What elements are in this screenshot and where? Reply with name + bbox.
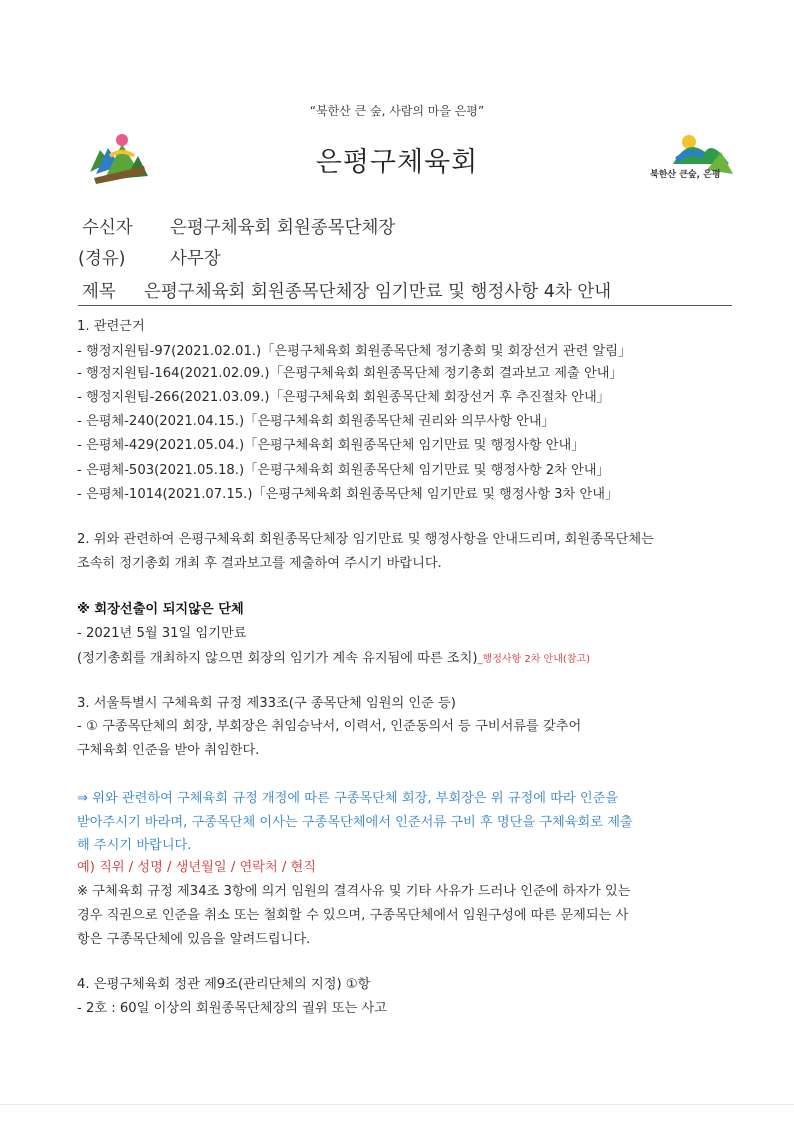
section3-line2: - ① 구종목단체의 회장, 부회장은 취임승낙서, 이력서, 인준동의서 등 구비서류를 갖추어	[77, 719, 582, 734]
guidance-line2: 받아주시기 바라며, 구종목단체 이사는 구종목단체에서 인준서류 구비 후 명단을 구체육회로 제출	[77, 815, 633, 830]
warning-line3: 항은 구종목단체에 있음을 알려드립니다.	[77, 932, 311, 947]
section2-line1: 2. 위와 관련하여 은평구체육회 회원종목단체장 임기만료 및 행정사항을 안내드리며, 회원종목단체는	[77, 532, 654, 547]
via-row	[78, 245, 221, 270]
page-title: 은평구체육회	[315, 147, 479, 178]
via-label: (경유)	[78, 249, 126, 269]
subject-value: 은평구체육회 회원종목단체장 임기만료 및 행정사항 4차 안내	[144, 282, 612, 302]
recipient-row	[82, 214, 395, 239]
reference-item: - 은평체-1014(2021.07.15.)「은평구체육회 회원종목단체 임기만료 및 행정사항 3차 안내」	[77, 487, 619, 502]
reference-item: - 행정지원팀-266(2021.03.09.)「은평구체육회 회원종목단체 회장선거 후 추진절차 안내」	[77, 390, 610, 405]
section3-line1: 3. 서울특별시 구체육회 규정 제33조(구 종목단체 임원의 인준 등)	[77, 696, 456, 711]
section1-heading: 1. 관련근거	[77, 319, 145, 334]
required-fields-example: 예) 직위 / 성명 / 생년월일 / 연락처 / 현직	[77, 860, 316, 875]
motto: “북한산 큰 숲, 사람의 마을 은평”	[309, 104, 485, 118]
notice-line2-text: (정기총회를 개최하지 않으면 회장의 임기가 계속 유지됨에 따른 조치)	[77, 651, 478, 666]
notice-line2	[77, 647, 590, 666]
guidance-line1: ⇒ 위와 관련하여 구체육회 규정 개정에 따른 구종목단체 회장, 부회장은 위 규정에 따라 인준을	[77, 791, 619, 806]
reference-item: - 행정지원팀-164(2021.02.09.)「은평구체육회 회원종목단체 정기총회 결과보고 제출 안내」	[77, 366, 623, 381]
via-value: 사무장	[170, 249, 221, 269]
district-logo	[643, 130, 735, 190]
section4-line1: 4. 은평구체육회 정관 제9조(관리단체의 지정) ①항	[77, 977, 371, 992]
notice-reference-note: _행정사항 2차 안내(참고)	[477, 654, 590, 665]
page-bottom-edge	[0, 1104, 794, 1105]
district-logo-text: 북한산 큰숲, 은평	[650, 170, 721, 180]
section3-line3: 구체육회 인준을 받아 취임한다.	[77, 743, 260, 758]
warning-line2: 경우 직권으로 인준을 취소 또는 철회할 수 있으며, 구종목단체에서 임원구성에 따른 문제되는 사	[77, 908, 629, 923]
reference-item: - 은평체-429(2021.05.04.)「은평구체육회 회원종목단체 임기만료 및 행정사항 안내」	[77, 438, 585, 453]
header-divider	[78, 305, 732, 306]
guidance-line3: 해 주시기 바랍니다.	[77, 838, 192, 853]
recipient-label: 수신자	[82, 218, 133, 238]
section2-line2: 조속히 정기총회 개최 후 결과보고를 제출하여 주시기 바랍니다.	[77, 556, 442, 571]
reference-item: - 은평체-240(2021.04.15.)「은평구체육회 회원종목단체 권리와 의무사항 안내」	[77, 414, 555, 429]
recipient-value: 은평구체육회 회원종목단체장	[170, 218, 396, 238]
warning-line1: ※ 구체육회 규정 제34조 3항에 의거 임원의 결격사유 및 기타 사유가 드러나 인준에 하자가 있는	[77, 884, 631, 899]
notice-heading: ※ 회장선출이 되지않은 단체	[77, 602, 244, 617]
subject-row	[82, 278, 611, 303]
notice-line1: - 2021년 5월 31일 임기만료	[77, 626, 247, 641]
reference-item: - 행정지원팀-97(2021.02.01.)「은평구체육회 회원종목단체 정기총회 및 회장선거 관련 알림」	[77, 344, 632, 359]
subject-label: 제목	[82, 282, 116, 302]
section4-line2: - 2호 : 60일 이상의 회원종목단체장의 궐위 또는 사고	[77, 1001, 387, 1016]
reference-item: - 은평체-503(2021.05.18.)「은평구체육회 회원종목단체 임기만료 및 행정사항 2차 안내」	[77, 463, 610, 478]
